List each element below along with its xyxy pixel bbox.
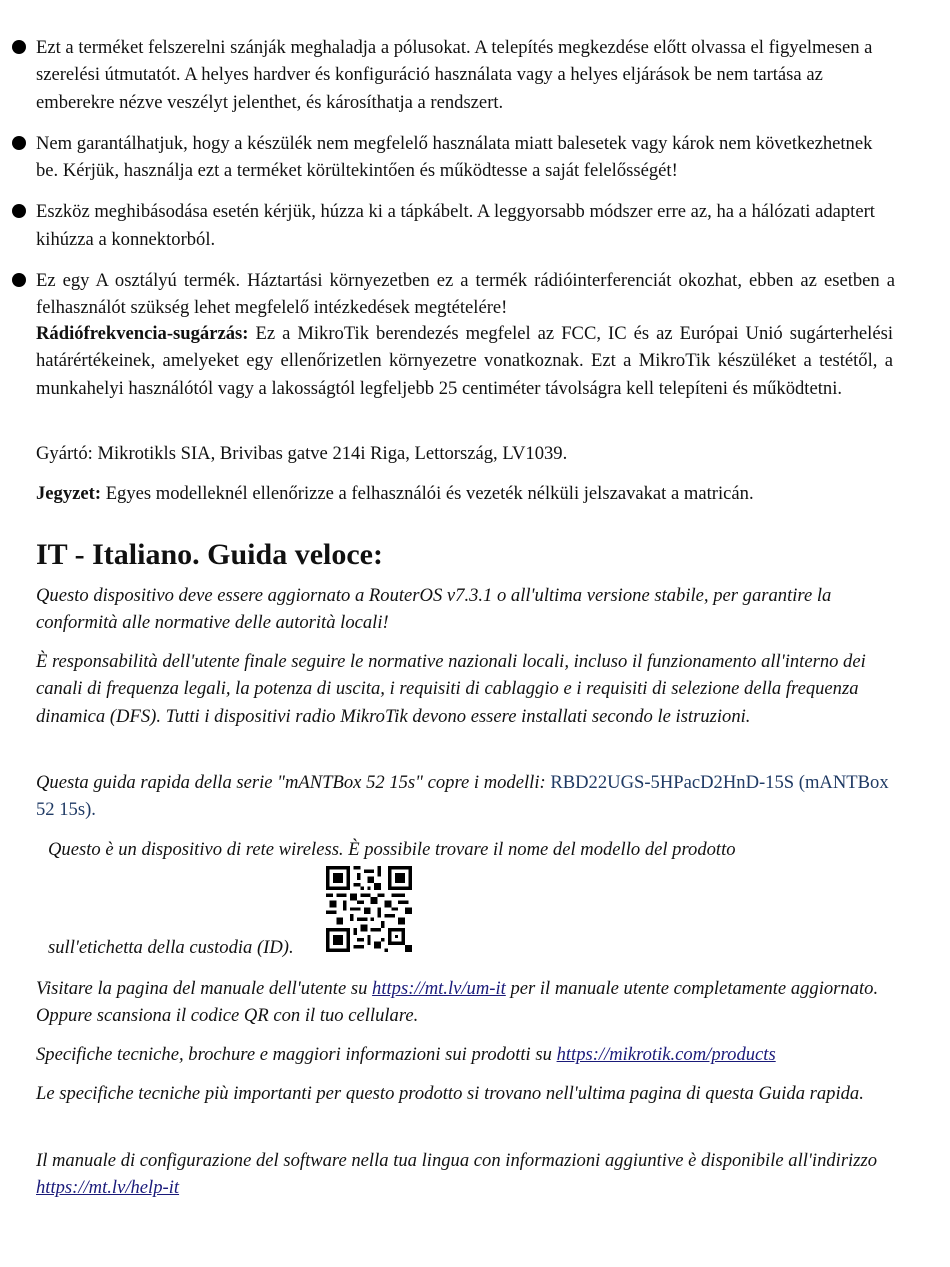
products-link[interactable]: https://mikrotik.com/products (556, 1044, 776, 1065)
bullet-text: Nem garantálhatjuk, hogy a készülék nem megfelelő használata miatt balesetek vagy károk nem következhetnek be. Kérjük, használja ezt a terméket körültekintően és működtesse a saját felelősségét! (36, 132, 873, 182)
model-name: RBD22UGS-5HPacD2HnD-15S (mANTBox 52 15s). (36, 772, 889, 821)
products-paragraph (36, 1041, 893, 1068)
bullet-item (10, 130, 895, 185)
user-manual-link[interactable]: https://mt.lv/um-it (372, 978, 506, 999)
bullet-text: Ez egy A osztályú termék. Háztartási környezetben ez a termék rádióinterferenciát okozhat, ebben az esetben a felhasználót szükség lehet megfelelő intézkedések megtételére! (36, 270, 895, 319)
note-text: Egyes modelleknél ellenőrizze a felhasználói és vezeték nélküli jelszavakat a matricán. (101, 483, 754, 504)
device-label-line-1: Questo è un dispositivo di rete wireless. È possibile trovare il nome del modello del prodotto (48, 839, 736, 860)
bullet-item (10, 267, 895, 322)
user-manual-text-after: per il manuale utente completamente aggiornato. Oppure scansiona il codice QR con il tuo cellulare. (36, 978, 879, 1027)
bullet-dot-icon (12, 204, 26, 218)
responsibility-paragraph: È responsabilità dell'utente finale seguire le normative nazionali locali, incluso il funzionamento all'interno dei canali di frequenza legali, la potenza di uscita, i requisiti di cablaggio e i requisiti di selezione della frequenza dinamica (DFS). Tutti i dispositivi radio MikroTik devono essere installati secondo le istruzioni. (36, 651, 866, 727)
note-label: Jegyzet: (36, 483, 102, 504)
config-manual-text: Il manuale di configurazione del software nella tua lingua con informazioni aggiuntive è disponibile all'indirizzo (36, 1150, 877, 1171)
rf-exposure-paragraph (36, 320, 893, 402)
bullet-item (10, 198, 895, 253)
user-manual-text: Visitare la pagina del manuale dell'utente su (36, 978, 373, 999)
specs-paragraph: Le specifiche tecniche più importanti per questo prodotto si trovano nell'ultima pagina di questa Guida rapida. (36, 1083, 864, 1104)
config-manual-paragraph (36, 1147, 893, 1202)
models-intro: Questa guida rapida della serie "mANTBox 52 15s" copre i modelli: (36, 772, 551, 793)
note-paragraph (36, 480, 893, 507)
bullet-text: Ezt a terméket felszerelni szánják meghaladja a pólusokat. A telepítés megkezdése előtt olvassa el figyelmesen a szerelési útmutatót. A helyes hardver és konfiguráció használata vagy a helyes eljárások be nem tartása az emberekre nézve veszélyt jelenthet, és károsíthatja a rendszert. (36, 37, 873, 113)
bullet-dot-icon (12, 40, 26, 54)
bullet-dot-icon (12, 136, 26, 150)
rf-exposure-label: Rádiófrekvencia-sugárzás: (36, 323, 249, 344)
products-text: Specifiche tecniche, brochure e maggiori informazioni sui prodotti su (36, 1044, 557, 1065)
firmware-paragraph: Questo dispositivo deve essere aggiornato a RouterOS v7.3.1 o all'ultima versione stabile, per garantire la conformità alle normative delle autorità locali! (36, 585, 832, 634)
section-heading-italian: IT - Italiano. Guida veloce: (36, 538, 383, 571)
safety-bullet-list (10, 34, 895, 322)
bullet-text: Eszköz meghibásodása esetén kérjük, húzza ki a tápkábelt. A leggyorsabb módszer erre az, ha a hálózati adaptert kihúzza a konnektorból. (36, 201, 875, 250)
bullet-item (10, 34, 895, 116)
models-paragraph (36, 769, 893, 824)
rf-exposure-text: Ez a MikroTik berendezés megfelel az FCC, IC és az Európai Unió sugárterhelési határértékeinek, amelyeket egy ellenőrizetlen környezetre vonatkoznak. Ezt a MikroTik készüléket a testétől, a munkahelyi használótól vagy a lakosságtól legfeljebb 25 centiméter távolságra kell telepíteni és működtetni. (36, 323, 893, 399)
qr-code-icon (326, 866, 412, 952)
device-label-line-2: sull'etichetta della custodia (ID). (48, 937, 294, 958)
manufacturer-line: Gyártó: Mikrotikls SIA, Brivibas gatve 214i Riga, Lettország, LV1039. (36, 443, 568, 464)
config-manual-link[interactable]: https://mt.lv/help-it (36, 1177, 180, 1199)
bullet-dot-icon (12, 273, 26, 287)
user-manual-paragraph (36, 975, 893, 1030)
